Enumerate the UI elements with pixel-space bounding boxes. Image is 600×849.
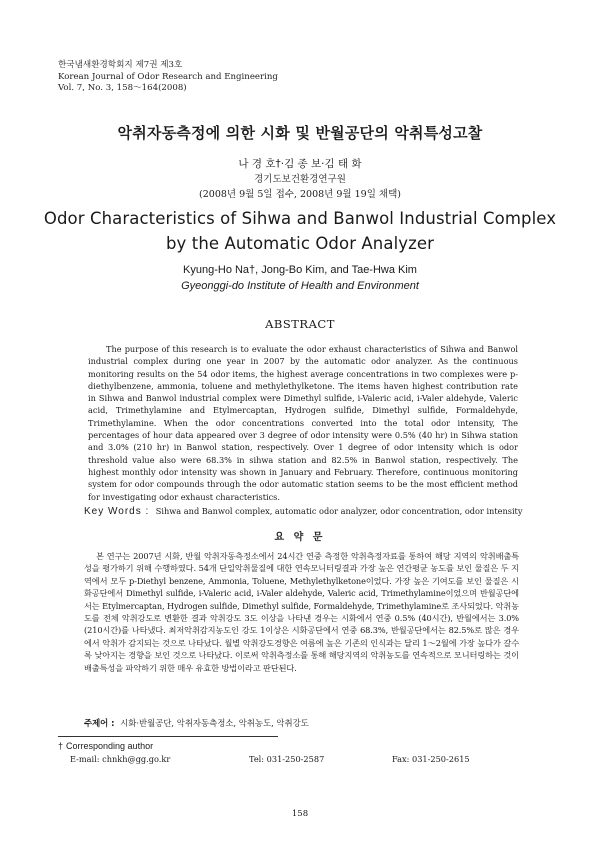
contact-tel: Tel: 031-250-2587 (249, 754, 325, 764)
korean-keywords (84, 717, 309, 729)
english-authors: Kyung-Ho Na†, Jong-Bo Kim, and Tae-Hwa Kim (183, 264, 417, 276)
corresponding-author-label: Corresponding author (66, 741, 154, 751)
english-title: Odor Characteristics of Sihwa and Banwol Industrial Complex by the Automatic Odor Analyzer (43, 209, 557, 253)
korean-summary-heading: 요 약 문 (274, 532, 326, 543)
korean-keywords-label: 주제어 : (84, 718, 115, 728)
korean-summary-body: 본 연구는 2007년 시화, 반월 악취자동측정소에서 24시간 연중 측정한 악취측정자료를 통하여 해당 지역의 악취배출특성을 평가하기 위해 수행하였다. 54개 단일악취물질에 대한 연속모니터링결과 가장 높은 연간평균 농도를 보인 물질은 두 지역에서 모두 p-Diethyl benzene, Ammonia, Toluene, Methylethylketone이었다. 가장 높은 기여도를 보인 물질은 시화공단에서 Dimethyl sulfide, i-Valeric acid, i-Valer aldehyde, Valeric acid, Trimethylamine이었으며 반월공단에서는 Etylmercaptan, Hydrogen sulfide, Dimethyl sulfide, Formaldehyde, Trimethylamine로 조사되었다. 악취농도를 전체 악취강도로 변환한 결과 악취강도 3도 이상을 나타낸 경우는 시화에서 연중 0.5% (40시간), 반월에서는 3.0% (210시간)를 나타냈다. 최저악취감지농도인 강도 1이상은 시화공단에서 연중 68.3%, 반월공단에서는 82.5%로 많은 경우에서 악취가 감지되는 것으로 나타났다. 월별 악취강도경향은 여름에 높은 기존의 인식과는 달리 1～2월에 가장 높다가 갈수록 낮아지는 경향을 보인 것으로 나타났다. 이로써 악취측정소를 통해 해당지역의 악취농도를 연속적으로 모니터링하는 것이 배출특성을 파악하기 위한 매우 유효한 방법이라고 판단된다. (84, 551, 519, 673)
abstract-heading: ABSTRACT (265, 317, 335, 331)
contact-email: E-mail: chnkh@gg.go.kr (70, 754, 171, 764)
keywords-text: Sihwa and Banwol complex, automatic odor analyzer, odor concentration, odor intensity (155, 506, 523, 516)
dagger-symbol: † (58, 741, 64, 751)
korean-keywords-text: 시화·반월공단, 악취자동측정소, 악취농도, 악취강도 (120, 718, 309, 728)
korean-authors: 나 경 호†·김 종 보·김 태 화 (238, 158, 362, 170)
keywords (84, 506, 554, 517)
korean-affiliation: 경기도보건환경연구원 (254, 174, 346, 185)
journal-name-korean: 한국냄새환경학회지 제7권 제3호 (58, 60, 183, 70)
journal-volume: Vol. 7, No. 3, 158～164(2008) (58, 83, 187, 93)
corresponding-author-note (58, 741, 153, 751)
abstract-body: The purpose of this research is to evaluate the odor exhaust characteristics of Sihwa and Banwol industrial complex during one year in 2007 by the automatic odor analyzer. As the continuous monitoring results on the 54 odor items, the highest average concentrations in two complexes were p-diethylbenzene, ammonia, toluene and methylethylketone. The items haven highest contribution rate in Sihwa and Banwol industrial complex were Dimethyl sulfide, i-Valeric acid, i-Valer aldehyde, Valeric acid, Trimethylamine and Etylmercaptan, Hydrogen sulfide, Dimethyl sulfide, Formaldehyde, Trimethylamine. When the odor concentrations converted into the total odor intensity, The percentages of hour data appeared over 3 degree of odor intensity were 0.5% (40 hr) in Sihwa station and 3.0% (210 hr) in Banwol station, respectively. Over 1 degree of odor intensity which is odor threshold value also were 68.3% in sihwa station and 82.5% in Banwol station, respectively. The highest monthly odor intensity was shown in January and February. Therefore, continuous monitoring system for odor compounds through the odor automatic station seems to be the most efficient method for investigating odor exhaust characteristics. (88, 344, 518, 502)
keywords-label: Key Words : (84, 506, 150, 517)
page-number: 158 (291, 809, 309, 819)
korean-title: 악취자동측정에 의한 시화 및 반월공단의 악취특성고찰 (117, 124, 483, 142)
footnote-divider (58, 736, 278, 737)
journal-header (58, 60, 278, 95)
received-accepted-dates: (2008년 9월 5일 접수, 2008년 9월 19일 채택) (199, 189, 401, 200)
journal-name-english: Korean Journal of Odor Research and Engineering (58, 71, 278, 82)
english-affiliation: Gyeonggi-do Institute of Health and Environment (181, 280, 419, 292)
contact-fax: Fax: 031-250-2615 (392, 754, 470, 764)
